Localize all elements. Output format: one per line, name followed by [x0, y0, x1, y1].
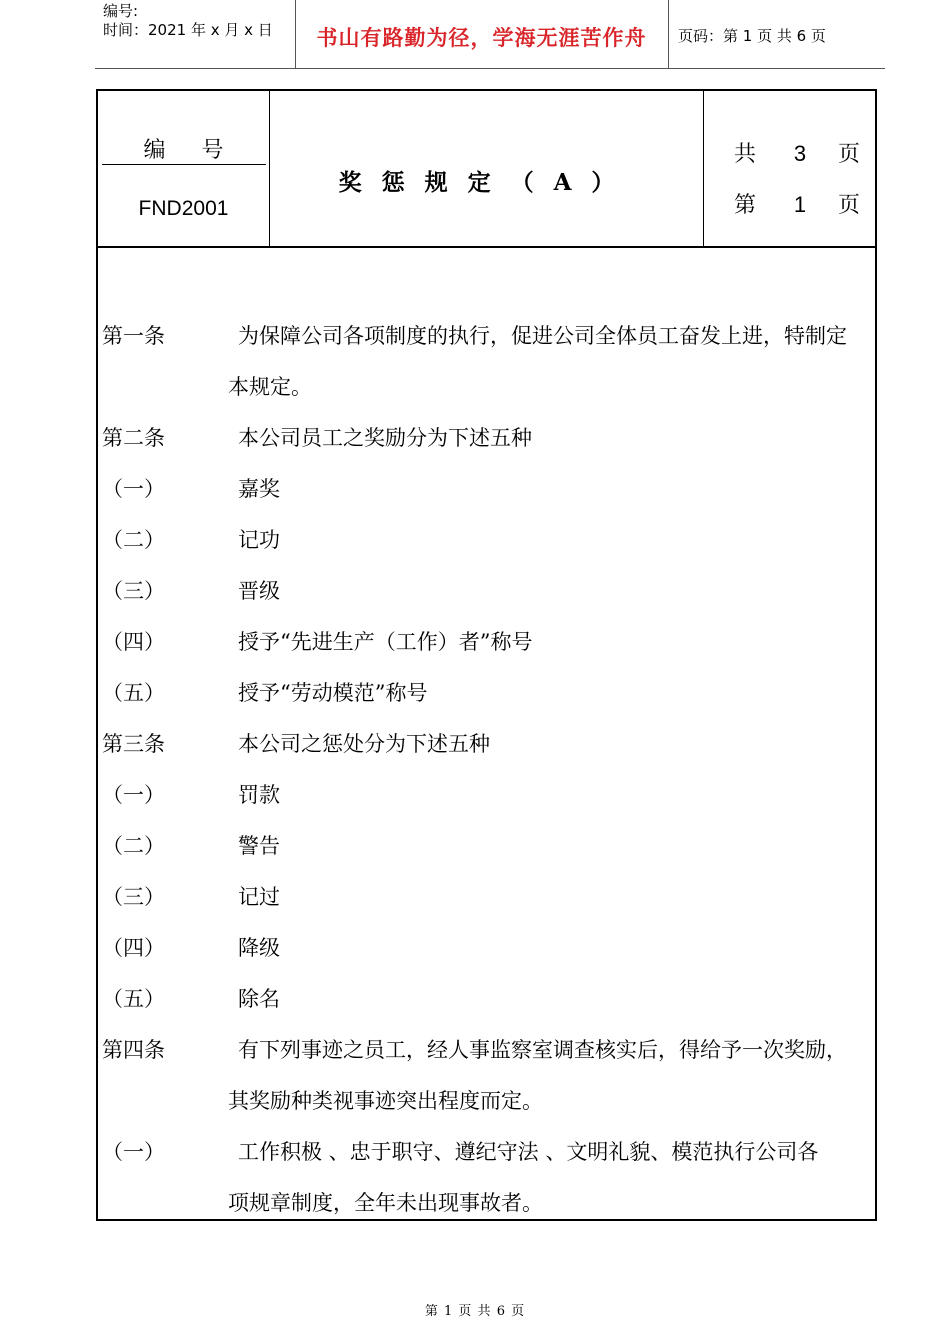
item-label: （二）: [102, 528, 165, 552]
item-label: （二）: [102, 834, 165, 858]
item-label: （四）: [102, 936, 165, 960]
item-text: 晋级: [238, 579, 280, 603]
header-meta: [103, 2, 273, 40]
article-label: 第二条: [102, 426, 165, 450]
number-divider: [102, 164, 266, 165]
article-text: 有下列事迹之员工，经人事监察室调查核实后，得给予一次奖励，: [238, 1038, 847, 1062]
page-count-cell: [704, 91, 875, 246]
item-text: 工作积极 、忠于职守、遵纪守法 、文明礼貌、模范执行公司各: [238, 1140, 819, 1164]
article-label: 第三条: [102, 732, 165, 756]
page-header: [95, 0, 885, 69]
number-cell: [98, 91, 270, 246]
header-page-info: 页码：第 1 页 共 6 页: [678, 27, 826, 45]
item-text: 授予“先进生产（工作）者”称号: [238, 630, 533, 654]
article-label: 第一条: [102, 324, 165, 348]
total-pages: 3: [793, 141, 807, 166]
total-pages-line: [734, 137, 860, 168]
header-divider: [668, 0, 669, 68]
item-label: （五）: [102, 681, 165, 705]
article-text: 本公司之惩处分为下述五种: [238, 732, 490, 756]
item-text: 记过: [238, 885, 280, 909]
item-text: 警告: [238, 834, 280, 858]
article-text: 为保障公司各项制度的执行，促进公司全体员工奋发上进，特制定: [238, 324, 847, 348]
item-label: （五）: [102, 987, 165, 1011]
article-label: 第四条: [102, 1038, 165, 1062]
item-text: 降级: [238, 936, 280, 960]
item-label: （一）: [102, 477, 165, 501]
item-text: 罚款: [238, 783, 280, 807]
page-suffix: 页: [838, 193, 861, 218]
item-label: （一）: [102, 1140, 165, 1164]
item-label: （一）: [102, 783, 165, 807]
current-prefix: 第: [734, 193, 757, 218]
total-prefix: 共: [734, 142, 757, 167]
number-value: FND2001: [138, 197, 229, 220]
item-text: 授予“劳动模范”称号: [238, 681, 428, 705]
item-text-continued: 项规章制度，全年未出现事故者。: [228, 1191, 543, 1215]
item-label: （四）: [102, 630, 165, 654]
article-text: 本公司员工之奖励分为下述五种: [238, 426, 532, 450]
current-page: 1: [793, 192, 807, 217]
header-motto: 书山有路勤为径，学海无涯苦作舟: [316, 26, 647, 50]
item-text: 记功: [238, 528, 280, 552]
code-label: 编号:: [103, 2, 139, 20]
document-title: 奖惩规定（A）: [338, 169, 635, 196]
article-text-continued: 其奖励种类视事迹突出程度而定。: [228, 1089, 543, 1113]
page-footer: 第 1 页 共 6 页: [424, 1304, 526, 1319]
time-label: 时间：2021 年 x 月 x 日: [103, 21, 273, 39]
title-block: [98, 91, 875, 248]
item-label: （三）: [102, 579, 165, 603]
page-suffix: 页: [838, 142, 861, 167]
item-label: （三）: [102, 885, 165, 909]
number-label: 编号: [143, 138, 260, 163]
title-cell: [270, 91, 704, 246]
current-page-line: [734, 188, 860, 219]
article-text-continued: 本规定。: [228, 375, 312, 399]
item-text: 除名: [238, 987, 280, 1011]
item-text: 嘉奖: [238, 477, 280, 501]
document-frame: [96, 89, 877, 1221]
